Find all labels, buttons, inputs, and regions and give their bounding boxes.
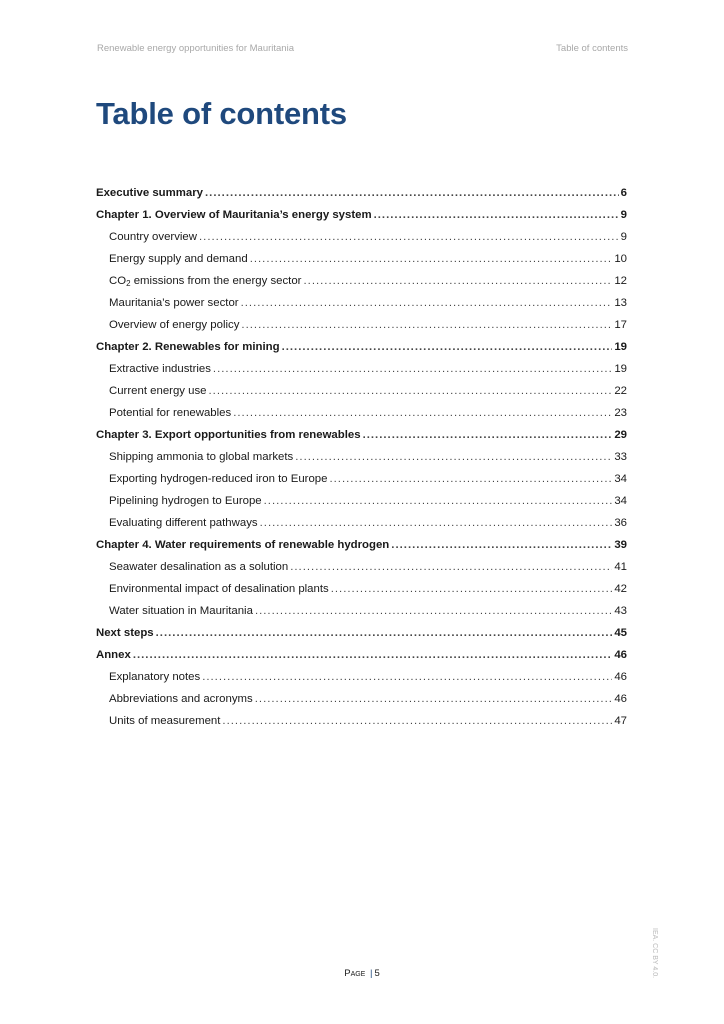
toc-entry-title: Energy supply and demand	[109, 253, 248, 265]
toc-dot-leader	[233, 402, 612, 424]
toc-page-number: 47	[614, 715, 627, 727]
toc-page-number: 45	[614, 627, 627, 639]
toc-entry-title: Current energy use	[109, 385, 207, 397]
toc-section-entry[interactable]	[96, 490, 627, 512]
toc-chapter-entry[interactable]	[96, 204, 627, 226]
toc-entry-title: Extractive industries	[109, 363, 211, 375]
toc-section-entry[interactable]	[96, 402, 627, 424]
toc-section-entry[interactable]	[96, 358, 627, 380]
toc-dot-leader	[133, 644, 613, 666]
toc-page-number: 43	[614, 605, 627, 617]
toc-entry-title: Shipping ammonia to global markets	[109, 451, 294, 463]
toc-page-number: 34	[614, 473, 627, 485]
toc-dot-leader	[329, 468, 612, 490]
toc-dot-leader	[205, 182, 619, 204]
toc-section-entry[interactable]	[96, 710, 627, 732]
toc-entry-title: Water situation in Mauritania	[109, 605, 253, 617]
toc-entry-title: Environmental impact of desalination plants	[109, 583, 329, 595]
toc-page-number: 6	[620, 187, 627, 199]
toc-section-entry[interactable]	[96, 380, 627, 402]
toc-page-number: 19	[614, 363, 627, 375]
toc-entry-title: Units of measurement	[109, 715, 221, 727]
toc-entry-title: Chapter 1. Overview of Mauritania’s energy system	[96, 209, 372, 221]
running-header-section: Table of contents	[556, 43, 628, 54]
page-number: 5	[374, 968, 380, 979]
toc-page-number: 46	[614, 693, 627, 705]
page-separator: |	[370, 968, 373, 979]
toc-dot-leader	[260, 512, 613, 534]
toc-entry-title: $CO_2$ emissions from the energy sector	[109, 275, 302, 288]
toc-page-number: 12	[614, 275, 627, 287]
toc-entry-title: Country overview	[109, 231, 197, 243]
toc-page-number: 46	[614, 649, 627, 661]
toc-section-entry[interactable]	[96, 446, 627, 468]
toc-chapter-entry[interactable]	[96, 534, 627, 556]
toc-dot-leader	[156, 622, 613, 644]
toc-dot-leader	[222, 710, 612, 732]
toc-entry-title: Mauritania’s power sector	[109, 297, 239, 309]
toc-section-entry[interactable]	[96, 270, 627, 292]
toc-page-number: 41	[614, 561, 627, 573]
toc-chapter-entry[interactable]	[96, 424, 627, 446]
page-footer	[0, 968, 724, 979]
toc-section-entry[interactable]	[96, 688, 627, 710]
toc-section-entry[interactable]	[96, 666, 627, 688]
toc-section-entry[interactable]	[96, 512, 627, 534]
toc-page-number: 42	[614, 583, 627, 595]
toc-dot-leader	[282, 336, 613, 358]
toc-dot-leader	[209, 380, 613, 402]
toc-entry-title: Evaluating different pathways	[109, 517, 258, 529]
toc-dot-leader	[213, 358, 612, 380]
toc-page-number: 33	[614, 451, 627, 463]
toc-dot-leader	[391, 534, 612, 556]
toc-chapter-entry[interactable]	[96, 182, 627, 204]
toc-entry-title: Pipelining hydrogen to Europe	[109, 495, 262, 507]
toc-entry-title: Next steps	[96, 627, 154, 639]
toc-page-number: 9	[620, 209, 627, 221]
toc-entry-title: Overview of energy policy	[109, 319, 240, 331]
toc-page-number: 13	[614, 297, 627, 309]
toc-dot-leader	[295, 446, 612, 468]
toc-dot-leader	[255, 600, 612, 622]
toc-section-entry[interactable]	[96, 248, 627, 270]
toc-entry-title: Chapter 4. Water requirements of renewable hydrogen	[96, 539, 390, 551]
toc-entry-title: Chapter 3. Export opportunities from renewables	[96, 429, 361, 441]
toc-dot-leader	[241, 314, 612, 336]
toc-page-number: 39	[614, 539, 627, 551]
toc-page-number: 19	[614, 341, 627, 353]
toc-dot-leader	[264, 490, 613, 512]
toc-section-entry[interactable]	[96, 578, 627, 600]
license-note: IEA. CC BY 4.0.	[651, 928, 658, 979]
toc-dot-leader	[363, 424, 613, 446]
toc-dot-leader	[303, 270, 612, 292]
toc-chapter-entry[interactable]	[96, 644, 627, 666]
toc-dot-leader	[290, 556, 612, 578]
toc-page-number: 34	[614, 495, 627, 507]
page-title: Table of contents	[96, 96, 347, 131]
toc-dot-leader	[199, 226, 619, 248]
toc-entry-title: Annex	[96, 649, 131, 661]
toc-page-number: 22	[614, 385, 627, 397]
toc-chapter-entry[interactable]	[96, 622, 627, 644]
table-of-contents	[96, 182, 627, 732]
page-label: Page	[344, 968, 366, 979]
toc-section-entry[interactable]	[96, 226, 627, 248]
toc-section-entry[interactable]	[96, 314, 627, 336]
toc-dot-leader	[331, 578, 613, 600]
toc-section-entry[interactable]	[96, 556, 627, 578]
toc-entry-title: Abbreviations and acronyms	[109, 693, 253, 705]
toc-page-number: 46	[614, 671, 627, 683]
toc-entry-title: Seawater desalination as a solution	[109, 561, 289, 573]
toc-entry-title: Chapter 2. Renewables for mining	[96, 341, 280, 353]
toc-page-number: 9	[620, 231, 627, 243]
toc-section-entry[interactable]	[96, 600, 627, 622]
toc-dot-leader	[374, 204, 619, 226]
toc-page-number: 17	[614, 319, 627, 331]
toc-dot-leader	[250, 248, 613, 270]
toc-dot-leader	[241, 292, 613, 314]
toc-section-entry[interactable]	[96, 292, 627, 314]
toc-page-number: 23	[614, 407, 627, 419]
toc-entry-title: Explanatory notes	[109, 671, 201, 683]
running-header-title: Renewable energy opportunities for Mauritania	[97, 43, 294, 54]
toc-page-number: 29	[614, 429, 627, 441]
toc-page-number: 10	[614, 253, 627, 265]
toc-entry-title: Executive summary	[96, 187, 204, 199]
toc-dot-leader	[255, 688, 613, 710]
toc-page-number: 36	[614, 517, 627, 529]
toc-dot-leader	[202, 666, 612, 688]
toc-entry-title: Exporting hydrogen-reduced iron to Europe	[109, 473, 328, 485]
toc-section-entry[interactable]	[96, 468, 627, 490]
toc-entry-title: Potential for renewables	[109, 407, 232, 419]
toc-chapter-entry[interactable]	[96, 336, 627, 358]
